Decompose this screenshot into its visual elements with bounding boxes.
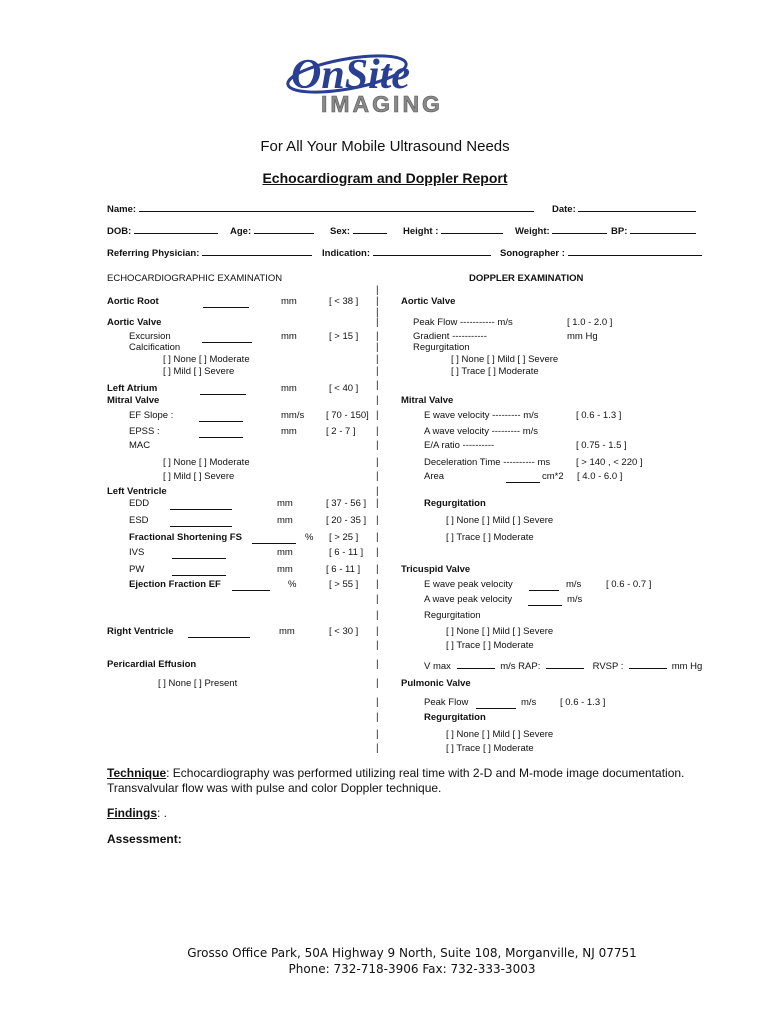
esd-unit: mm bbox=[277, 515, 293, 526]
sex-field[interactable] bbox=[330, 224, 387, 237]
column-separator: | bbox=[376, 579, 379, 590]
indication-input-line[interactable] bbox=[373, 246, 491, 256]
ivs-label: IVS bbox=[129, 547, 145, 558]
edd-label: EDD bbox=[129, 498, 150, 509]
logo-word-imaging: IMAGING bbox=[321, 91, 443, 117]
report-title: Echocardiogram and Doppler Report bbox=[262, 170, 508, 186]
rvsp-input[interactable] bbox=[629, 659, 667, 669]
fs-range: [ > 25 ] bbox=[329, 532, 359, 543]
aortic-root-range: [ < 38 ] bbox=[329, 296, 359, 307]
left-ventricle-label: Left Ventricle bbox=[107, 486, 167, 497]
doppler-mitral-label: Mitral Valve bbox=[401, 395, 454, 406]
bp-label: BP: bbox=[611, 226, 628, 237]
tricuspid-regurgitation-label: Regurgitation bbox=[424, 610, 481, 621]
excursion-label: Excursion bbox=[129, 331, 171, 342]
findings-text: : . bbox=[157, 806, 168, 820]
left-atrium-range: [ < 40 ] bbox=[329, 383, 359, 394]
column-separator: | bbox=[376, 342, 379, 353]
mitral-valve-label: Mitral Valve bbox=[107, 395, 160, 406]
column-separator: | bbox=[376, 564, 379, 575]
column-separator: | bbox=[376, 594, 379, 605]
technique-text-1: : Echocardiography was performed utilizing real time with 2-D and M-mode image documentation. bbox=[166, 766, 685, 780]
findings-label: Findings bbox=[107, 806, 157, 820]
edd-unit: mm bbox=[277, 498, 293, 509]
mitral-ea-range: [ 0.75 - 1.5 ] bbox=[576, 440, 627, 451]
echo-section-title: ECHOCARDIOGRAPHIC EXAMINATION bbox=[107, 273, 283, 284]
pulmonic-peak-range: [ 0.6 - 1.3 ] bbox=[560, 697, 606, 708]
sonographer-label: Sonographer : bbox=[500, 248, 565, 259]
ivs-unit: mm bbox=[277, 547, 293, 558]
ef-slope-input[interactable] bbox=[199, 412, 243, 422]
mitral-regurgitation-label: Regurgitation bbox=[424, 498, 486, 509]
dob-field[interactable] bbox=[107, 224, 218, 237]
onsite-imaging-logo bbox=[285, 50, 520, 118]
esd-label: ESD bbox=[129, 515, 149, 526]
mitral-awave: A wave velocity --------- m/s bbox=[424, 426, 538, 437]
mitral-decel-range: [ > 140 , < 220 ] bbox=[576, 457, 643, 468]
vmax-unit-rap: m/s RAP: bbox=[500, 661, 541, 672]
aortic-root-unit: mm bbox=[281, 296, 297, 307]
dob-input-line[interactable] bbox=[134, 224, 218, 234]
ef-slope-unit: mm/s bbox=[281, 410, 305, 421]
mitral-ewave-range: [ 0.6 - 1.3 ] bbox=[576, 410, 622, 421]
indication-label: Indication: bbox=[322, 248, 371, 259]
aortic-peak-flow: Peak Flow ----------- m/s bbox=[413, 317, 513, 328]
tricuspid-regurg-options-2[interactable]: [ ] Trace [ ] Moderate bbox=[446, 640, 534, 651]
column-separator: | bbox=[376, 498, 379, 509]
footer-address: Grosso Office Park, 50A Highway 9 North, Suite 108, Morganville, NJ 07751 bbox=[187, 946, 637, 960]
weight-input-line[interactable] bbox=[552, 224, 607, 234]
date-field[interactable] bbox=[552, 202, 696, 215]
rvsp-unit: mm Hg bbox=[671, 661, 703, 672]
column-separator: | bbox=[376, 331, 379, 342]
footer-phone: Phone: 732-718-3906 Fax: 732-333-3003 bbox=[288, 962, 536, 976]
doppler-aortic-label: Aortic Valve bbox=[401, 296, 456, 307]
mitral-area-unit: cm*2 bbox=[542, 471, 564, 482]
right-ventricle-range: [ < 30 ] bbox=[329, 626, 359, 637]
sonographer-field[interactable] bbox=[500, 246, 702, 259]
pw-range: [ 6 - 11 ] bbox=[326, 564, 361, 575]
referring-input-line[interactable] bbox=[202, 246, 312, 256]
column-separator: | bbox=[376, 659, 379, 670]
ef-input[interactable] bbox=[232, 581, 270, 591]
column-separator: | bbox=[376, 285, 379, 296]
tricuspid-apeak-unit: m/s bbox=[567, 594, 583, 605]
column-separator: | bbox=[376, 515, 379, 526]
ivs-input[interactable] bbox=[172, 549, 226, 559]
epss-label: EPSS : bbox=[129, 426, 160, 437]
right-ventricle-input[interactable] bbox=[188, 628, 250, 638]
ivs-range: [ 6 - 11 ] bbox=[329, 547, 364, 558]
mac-label: MAC bbox=[129, 440, 151, 451]
referring-label: Referring Physician: bbox=[107, 248, 200, 259]
excursion-input[interactable] bbox=[202, 333, 252, 343]
dob-label: DOB: bbox=[107, 226, 132, 237]
column-separator: | bbox=[376, 457, 379, 468]
referring-field[interactable] bbox=[107, 246, 312, 259]
edd-input[interactable] bbox=[170, 500, 232, 510]
tricuspid-epeak-range: [ 0.6 - 0.7 ] bbox=[606, 579, 652, 590]
column-separator: | bbox=[376, 729, 379, 740]
pulmonic-regurg-options-2[interactable]: [ ] Trace [ ] Moderate bbox=[446, 743, 534, 754]
esd-input[interactable] bbox=[170, 517, 232, 527]
rvsp-label: RVSP : bbox=[592, 661, 624, 672]
column-separator: | bbox=[376, 440, 379, 451]
column-separator: | bbox=[376, 532, 379, 543]
column-separator: | bbox=[376, 743, 379, 754]
technique-label: Technique bbox=[107, 766, 167, 780]
calcification-label: Calcification bbox=[129, 342, 181, 353]
bp-input-line[interactable] bbox=[630, 224, 696, 234]
tricuspid-apeak-label: A wave peak velocity bbox=[424, 594, 513, 605]
mitral-ea-ratio: E/A ratio ---------- bbox=[424, 440, 495, 451]
pw-input[interactable] bbox=[172, 566, 226, 576]
aortic-gradient: Gradient ----------- bbox=[413, 331, 487, 342]
rap-input[interactable] bbox=[546, 659, 584, 669]
left-atrium-input[interactable] bbox=[200, 385, 246, 395]
pulmonic-peak-unit: m/s bbox=[521, 697, 537, 708]
pulmonic-regurg-options-1[interactable]: [ ] None [ ] Mild [ ] Severe bbox=[446, 729, 554, 740]
height-field[interactable] bbox=[403, 224, 503, 237]
column-separator: | bbox=[376, 354, 379, 365]
column-separator: | bbox=[376, 547, 379, 558]
epss-range: [ 2 - 7 ] bbox=[326, 426, 356, 437]
column-separator: | bbox=[376, 296, 379, 307]
column-separator: | bbox=[376, 610, 379, 621]
right-ventricle-label: Right Ventricle bbox=[107, 626, 174, 637]
weight-field[interactable] bbox=[515, 224, 607, 237]
mac-options-1[interactable]: [ ] None [ ] Moderate bbox=[163, 457, 250, 468]
edd-range: [ 37 - 56 ] bbox=[326, 498, 367, 509]
date-input-line[interactable] bbox=[578, 202, 696, 212]
assessment-label: Assessment: bbox=[107, 832, 182, 846]
ef-label: Ejection Fraction EF bbox=[129, 579, 221, 590]
aortic-calc-options-1[interactable]: [ ] None [ ] Moderate bbox=[163, 354, 250, 365]
doppler-tricuspid-label: Tricuspid Valve bbox=[401, 564, 471, 575]
tagline: For All Your Mobile Ultrasound Needs bbox=[260, 138, 510, 155]
tricuspid-regurg-options-1[interactable]: [ ] None [ ] Mild [ ] Severe bbox=[446, 626, 554, 637]
pulmonic-regurgitation-label: Regurgitation bbox=[424, 712, 486, 723]
doppler-section-title: DOPPLER EXAMINATION bbox=[469, 273, 584, 284]
ef-slope-range: [ 70 - 150] bbox=[326, 410, 369, 421]
logo-word-onsite: OnSite bbox=[291, 52, 411, 98]
column-separator: | bbox=[376, 317, 379, 328]
epss-input[interactable] bbox=[199, 428, 243, 438]
tricuspid-apeak-input[interactable] bbox=[528, 596, 562, 606]
column-separator: | bbox=[376, 486, 379, 497]
vmax-input[interactable] bbox=[457, 659, 495, 669]
pw-label: PW bbox=[129, 564, 145, 575]
pulmonic-peak-label: Peak Flow bbox=[424, 697, 469, 708]
ef-unit: % bbox=[288, 579, 297, 590]
mitral-area-input[interactable] bbox=[506, 473, 540, 483]
bp-field[interactable] bbox=[611, 224, 696, 237]
aortic-root-label: Aortic Root bbox=[107, 296, 159, 307]
sex-input-line[interactable] bbox=[353, 224, 387, 234]
vmax-label: V max bbox=[424, 661, 451, 672]
technique-text-2: Transvalvular flow was with pulse and color Doppler technique. bbox=[107, 781, 442, 795]
column-separator: | bbox=[376, 626, 379, 637]
pericardial-options[interactable]: [ ] None [ ] Present bbox=[158, 678, 238, 689]
column-separator: | bbox=[376, 366, 379, 377]
column-separator: | bbox=[376, 307, 379, 318]
sonographer-input-line[interactable] bbox=[568, 246, 702, 256]
tricuspid-epeak-label: E wave peak velocity bbox=[424, 579, 513, 590]
ef-slope-label: EF Slope : bbox=[129, 410, 174, 421]
fs-unit: % bbox=[305, 532, 314, 543]
tricuspid-epeak-input[interactable] bbox=[529, 581, 559, 591]
technique-paragraph bbox=[107, 766, 684, 796]
indication-field[interactable] bbox=[322, 246, 491, 259]
ef-range: [ > 55 ] bbox=[329, 579, 359, 590]
weight-label: Weight: bbox=[515, 226, 550, 237]
sex-label: Sex: bbox=[330, 226, 351, 237]
vmax-field[interactable] bbox=[424, 659, 702, 672]
column-separator: | bbox=[376, 697, 379, 708]
age-label: Age: bbox=[230, 226, 252, 237]
excursion-range: [ > 15 ] bbox=[329, 331, 359, 342]
pulmonic-peak-input[interactable] bbox=[476, 699, 516, 709]
aortic-valve-label: Aortic Valve bbox=[107, 317, 162, 328]
aortic-regurg-options-2[interactable]: [ ] Trace [ ] Moderate bbox=[451, 366, 539, 377]
age-field[interactable] bbox=[230, 224, 314, 237]
name-label: Name: bbox=[107, 204, 137, 215]
pw-unit: mm bbox=[277, 564, 293, 575]
mitral-decel-time: Deceleration Time ---------- ms bbox=[424, 457, 551, 468]
pericardial-effusion-label: Pericardial Effusion bbox=[107, 659, 197, 670]
column-separator: | bbox=[376, 395, 379, 406]
mitral-regurg-options-2[interactable]: [ ] Trace [ ] Moderate bbox=[446, 532, 534, 543]
right-ventricle-unit: mm bbox=[279, 626, 295, 637]
column-separator: | bbox=[376, 410, 379, 421]
column-separator: | bbox=[376, 640, 379, 651]
aortic-peak-range: [ 1.0 - 2.0 ] bbox=[567, 317, 613, 328]
column-separator: | bbox=[376, 471, 379, 482]
height-label: Height : bbox=[403, 226, 439, 237]
column-separator: | bbox=[376, 380, 379, 391]
column-separator: | bbox=[376, 678, 379, 689]
mitral-area-label: Area bbox=[424, 471, 445, 482]
esd-range: [ 20 - 35 ] bbox=[326, 515, 367, 526]
aortic-regurg-options-1[interactable]: [ ] None [ ] Mild [ ] Severe bbox=[451, 354, 559, 365]
fs-input[interactable] bbox=[252, 534, 296, 544]
aortic-gradient-unit: mm Hg bbox=[567, 331, 598, 342]
column-separator: | bbox=[376, 426, 379, 437]
mitral-ewave: E wave velocity --------- m/s bbox=[424, 410, 539, 421]
excursion-unit: mm bbox=[281, 331, 297, 342]
tricuspid-epeak-unit: m/s bbox=[566, 579, 582, 590]
aortic-regurgitation-label: Regurgitation bbox=[413, 342, 470, 353]
date-label: Date: bbox=[552, 204, 576, 215]
name-input-line[interactable] bbox=[139, 202, 534, 212]
epss-unit: mm bbox=[281, 426, 297, 437]
height-input-line[interactable] bbox=[441, 224, 503, 234]
left-atrium-label: Left Atrium bbox=[107, 383, 158, 394]
aortic-calc-options-2[interactable]: [ ] Mild [ ] Severe bbox=[163, 366, 235, 377]
name-field[interactable] bbox=[107, 202, 534, 215]
mitral-area-range: [ 4.0 - 6.0 ] bbox=[577, 471, 623, 482]
aortic-root-input[interactable] bbox=[203, 298, 249, 308]
left-atrium-unit: mm bbox=[281, 383, 297, 394]
mac-options-2[interactable]: [ ] Mild [ ] Severe bbox=[163, 471, 235, 482]
column-separator: | bbox=[376, 712, 379, 723]
age-input-line[interactable] bbox=[254, 224, 314, 234]
findings-paragraph bbox=[107, 806, 167, 821]
fs-label: Fractional Shortening FS bbox=[129, 532, 242, 543]
mitral-regurg-options-1[interactable]: [ ] None [ ] Mild [ ] Severe bbox=[446, 515, 554, 526]
doppler-pulmonic-label: Pulmonic Valve bbox=[401, 678, 471, 689]
